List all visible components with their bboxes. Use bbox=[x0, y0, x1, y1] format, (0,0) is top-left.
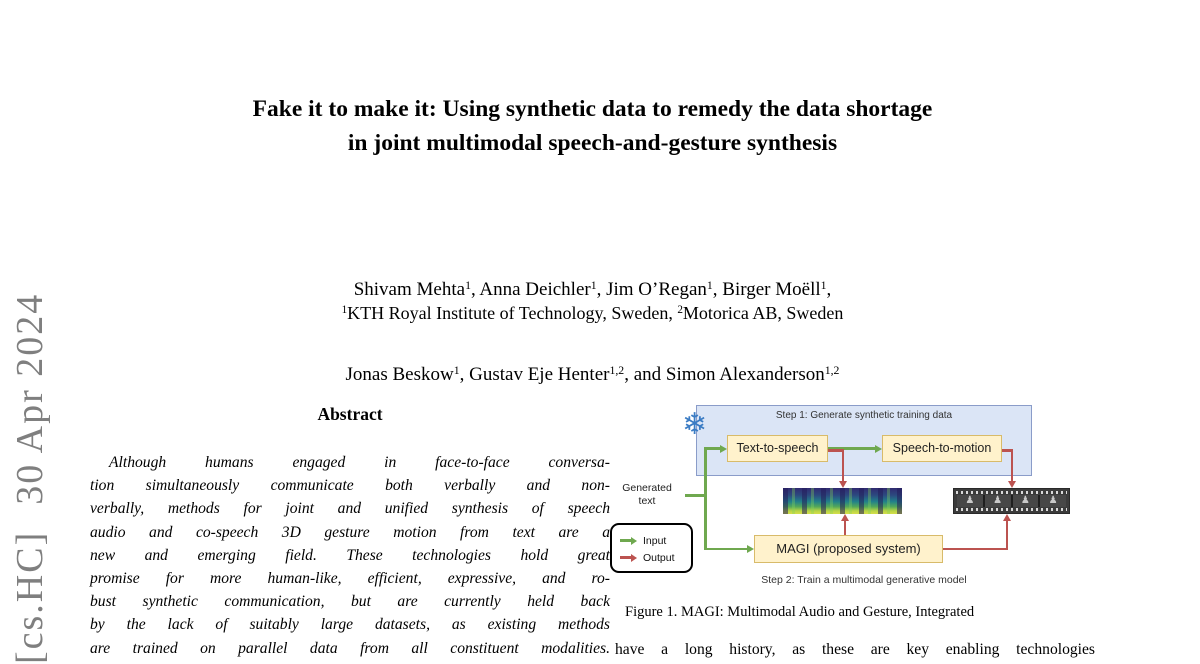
input-arrow-to-tts-head bbox=[720, 445, 727, 453]
snowflake-icon: ❄ bbox=[682, 407, 708, 442]
abstract-line: Although humans engaged in face-to-face conversa- bbox=[109, 454, 610, 471]
input-arrow-to-tts-line bbox=[706, 447, 720, 450]
affiliation-line bbox=[90, 303, 1095, 324]
abstract-line: audio and co-speech 3D gesture motion from text are a bbox=[90, 523, 610, 541]
tts-output-elbow-v bbox=[842, 449, 845, 481]
avatar-figure-icon: ♟ bbox=[1048, 495, 1058, 506]
author-name: Anna Deichler$^1$, bbox=[479, 279, 607, 300]
filmstrip-frame bbox=[957, 495, 983, 507]
step2-label: Step 2: Train a multimodal generative model bbox=[761, 574, 967, 586]
generated-text-label: Generated text bbox=[622, 482, 672, 507]
abstract-heading: Abstract bbox=[317, 404, 383, 424]
legend-arrow-icon bbox=[620, 554, 640, 562]
abstract-line: by the lack of suitably large datasets, as existing methods bbox=[90, 616, 610, 634]
figure-legend bbox=[610, 523, 693, 573]
legend-arrow-icon bbox=[620, 537, 640, 545]
legend-row: Input bbox=[620, 532, 691, 549]
filmstrip-sprockets-top bbox=[956, 491, 1067, 494]
avatar-figure-icon: ♟ bbox=[965, 495, 975, 506]
abstract-line: tion simultaneously communicate both verbally and non- bbox=[90, 477, 610, 495]
stm-output-arrow-head bbox=[1008, 481, 1016, 488]
step1-label: Step 1: Generate synthetic training data bbox=[775, 410, 953, 421]
abstract-line: verbally, methods for joint and unified synthesis of speech bbox=[90, 500, 610, 518]
magi-to-spectrogram-line bbox=[844, 521, 847, 535]
magi-to-strip-head bbox=[1003, 514, 1011, 521]
author-name: Jonas Beskow$^1$, bbox=[345, 363, 470, 385]
input-trunk-line bbox=[704, 447, 707, 550]
abstract-line: new and emerging field. These technologies hold great bbox=[90, 546, 610, 564]
avatar-figure-icon: ♟ bbox=[993, 495, 1003, 506]
magi-to-spectrogram-head bbox=[841, 514, 849, 521]
author-name: Shivam Mehta$^1$, bbox=[353, 279, 480, 300]
magi-box: MAGI (proposed system) bbox=[754, 535, 943, 563]
tts-output-arrow-head bbox=[839, 481, 847, 488]
figure-1-caption: Figure 1. MAGI: Multimodal Audio and Gesture, Integrated bbox=[625, 604, 975, 620]
generated-text-connector-line bbox=[685, 494, 705, 497]
abstract-text bbox=[90, 451, 610, 660]
abstract-line: promise for more human-like, efficient, expressive, and ro- bbox=[90, 570, 610, 588]
author-line-1 bbox=[90, 276, 1095, 306]
affiliation-entry: $^1$KTH Royal Institute of Technology, Sweden, bbox=[341, 303, 678, 323]
filmstrip-frame bbox=[985, 495, 1011, 507]
filmstrip-frames bbox=[957, 495, 1066, 507]
author-name: Jim O’Regan$^1$, bbox=[606, 279, 723, 300]
author-name: Gustav Eje Henter$^{1,2}$, and bbox=[469, 363, 666, 385]
author-name: Simon Alexanderson$^{1,2}$ bbox=[665, 363, 840, 385]
abstract-line: are trained on parallel data from all constituent modalities. bbox=[90, 639, 610, 657]
paper-title-line2: in joint multimodal speech-and-gesture synthesis bbox=[347, 130, 838, 156]
filmstrip-frame bbox=[1040, 495, 1066, 507]
mel-spectrogram-image bbox=[783, 488, 902, 514]
arxiv-category: [cs.HC] bbox=[9, 530, 51, 664]
input-arrow-to-magi-head bbox=[747, 545, 754, 553]
avatar-figure-icon: ♟ bbox=[1020, 495, 1030, 506]
paper-title bbox=[90, 92, 1095, 160]
author-line-2 bbox=[90, 361, 1095, 391]
input-arrow-to-magi-line bbox=[706, 548, 747, 551]
arxiv-sidebar-stamp bbox=[8, 293, 52, 664]
figure-1-diagram bbox=[610, 390, 1100, 586]
stm-output-elbow-v bbox=[1011, 449, 1014, 481]
motion-filmstrip-image bbox=[953, 488, 1070, 514]
abstract-line: bust synthetic communication, but are currently held back bbox=[90, 593, 610, 611]
magi-to-strip-elbow-h bbox=[943, 548, 1008, 551]
text-to-speech-box: Text-to-speech bbox=[727, 435, 828, 462]
arxiv-date: 30 Apr 2024 bbox=[9, 292, 51, 505]
tts-to-stm-arrow-head bbox=[875, 445, 882, 453]
author-name: Birger Moëll$^1$, bbox=[722, 279, 832, 300]
speech-to-motion-box: Speech-to-motion bbox=[882, 435, 1002, 462]
filmstrip-sprockets-bottom bbox=[956, 508, 1067, 511]
legend-row: Output bbox=[620, 549, 691, 566]
right-column-partial-line: have a long history, as these are key enabling technologies bbox=[615, 641, 1095, 658]
magi-to-strip-elbow-v bbox=[1006, 521, 1009, 550]
filmstrip-frame bbox=[1013, 495, 1039, 507]
affiliation-entry: $^2$Motorica AB, Sweden bbox=[677, 303, 844, 323]
paper-title-line1: Fake it to make it: Using synthetic data to remedy the data shortage bbox=[252, 96, 933, 122]
